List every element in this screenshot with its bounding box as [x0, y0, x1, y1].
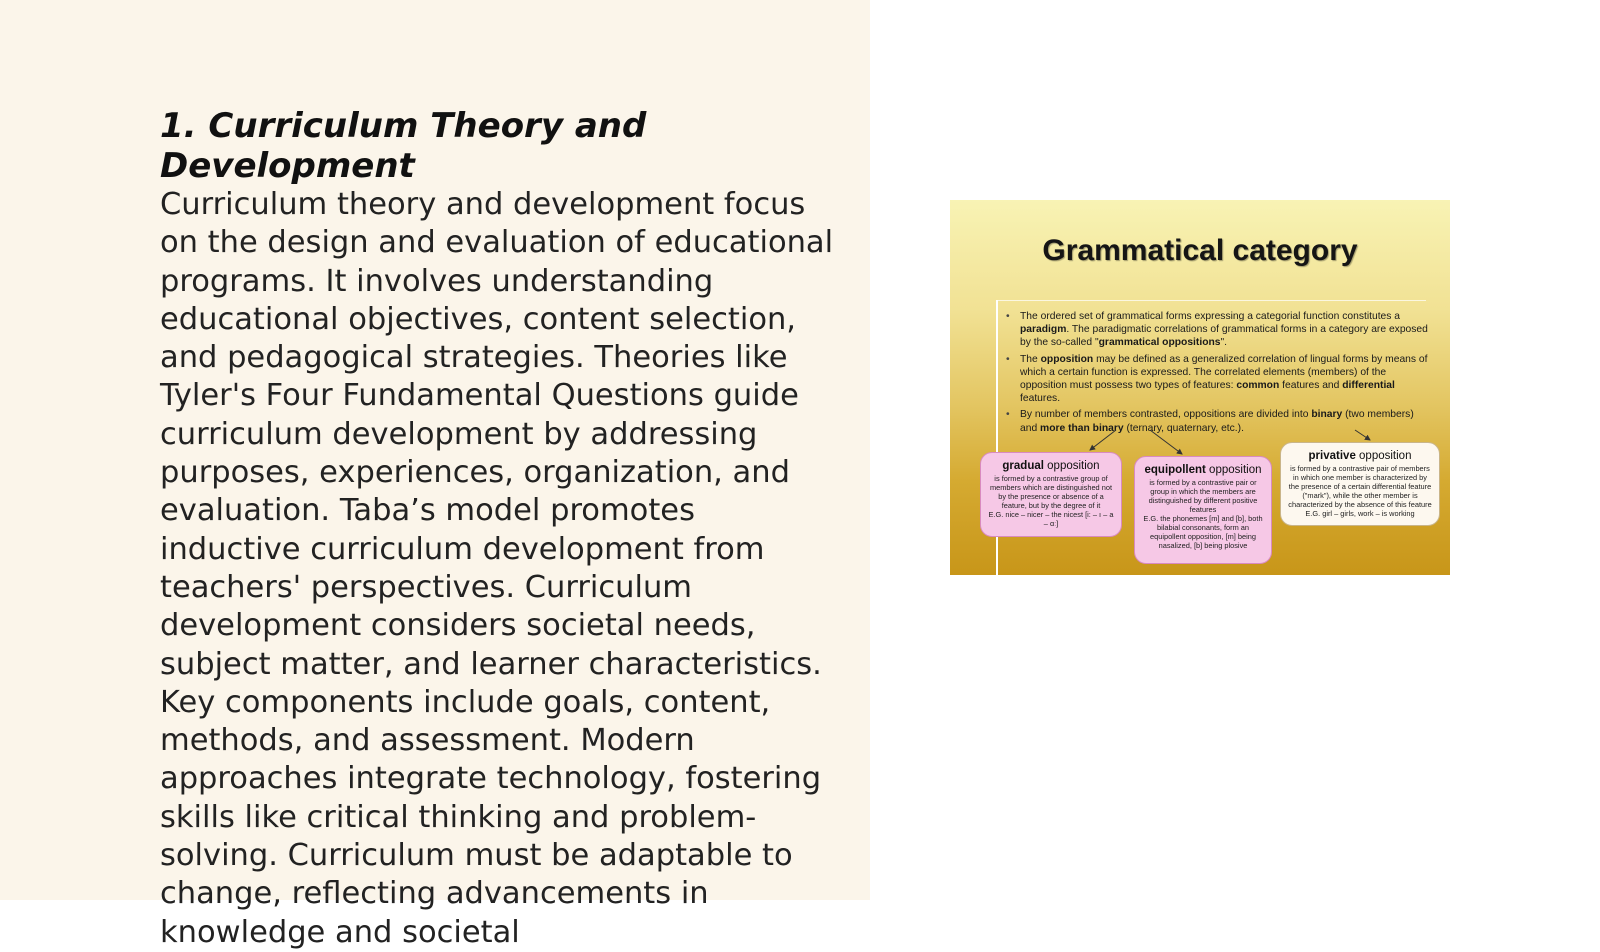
image-title: Grammatical category: [1042, 234, 1358, 267]
image-bullet: • The opposition may be defined as a generalized correlation of lingual forms by means of which a certain function is expressed. The correlated elements (members) of the opposition must possess two types of features: common features and differential features.: [1000, 353, 1430, 406]
image-bullet: • By number of members contrasted, oppositions are divided into binary (two members) and more than binary (ternary, quaternary, etc.).: [1000, 408, 1430, 434]
privative-opposition-box: privative opposition is formed by a contrastive pair of members in which one member is characterized by the presence of a certain differential feature ("mark"), while the other member is characterized by the absence of this feature E.G. girl – girls, work – is working: [1280, 442, 1440, 526]
slide-title: 1. Curriculum Theory and Development: [160, 106, 647, 186]
gradual-opposition-box: gradual opposition is formed by a contrastive group of members which are distinguished not by the presence or absence of a feature, but by the degree of it E.G. nice – nicer – the nicest [i: – ı – a – ɑː]: [980, 452, 1122, 537]
slide-body-text: Curriculum theory and development focus on the design and evaluation of educational programs. It involves understanding educational objectives, content selection, and pedagogical strategies. Theories like Tyler's Four Fundamental Questions guide curriculum development by addressing purposes, experiences, organization, and evaluation. Taba’s model promotes inductive curriculum development from teachers' perspectives. Curriculum development considers societal needs, subject matter, and learner characteristics. Key components include goals, content, methods, and assessment. Modern approaches integrate technology, fostering skills like critical thinking and problem-solving. Curriculum must be adaptable to change, reflecting advancements in knowledge and societal: [160, 187, 834, 950]
grammatical-category-image: [950, 200, 1450, 575]
arrow-to-equipollent: [1150, 430, 1182, 454]
arrow-to-gradual: [1090, 430, 1116, 450]
arrow-to-privative: [1355, 430, 1370, 440]
image-bullet: • The ordered set of grammatical forms expressing a categorial function constitutes a paradigm. The paradigmatic correlations of grammatical forms in a category are exposed by the so-called "grammatical oppositions".: [1000, 310, 1430, 350]
equipollent-opposition-box: equipollent opposition is formed by a contrastive pair or group in which the members are distinguished by different positive features E.G. the phonemes [m] and [b], both bilabial consonants, form an equipollent opposition, [m] being nasalized, [b] being plosive: [1134, 456, 1272, 564]
